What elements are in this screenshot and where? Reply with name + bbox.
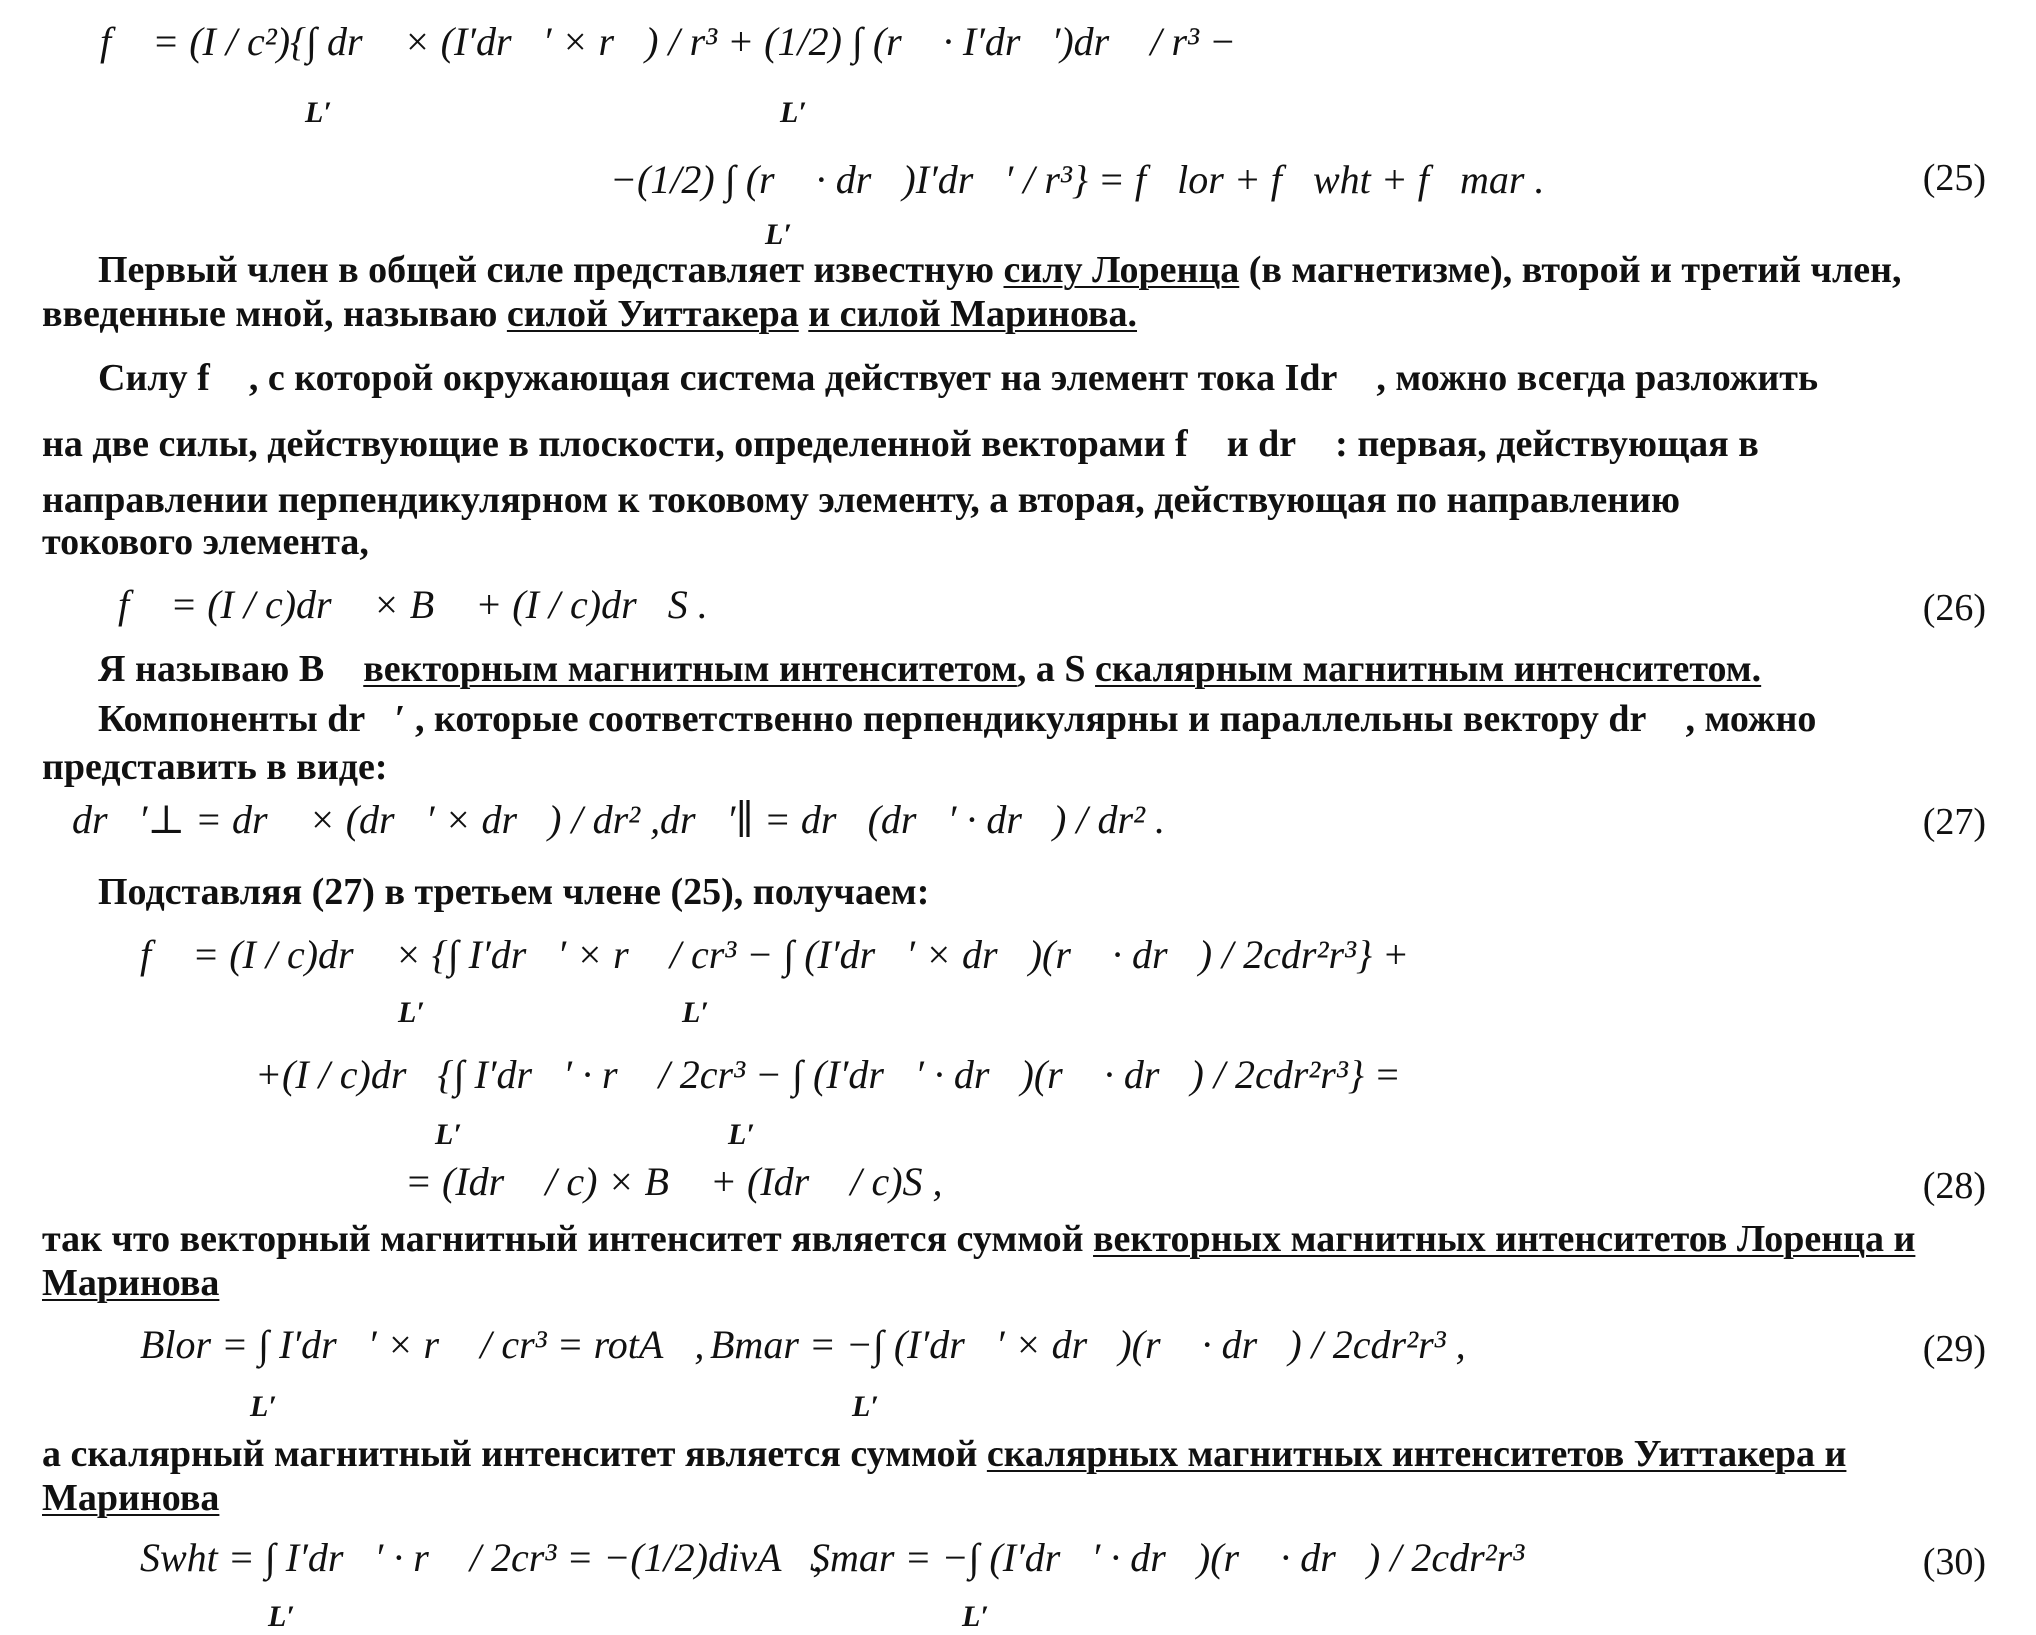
paragraph-4-line-1: Компоненты dr⃗′ , которые соответственно перпендикулярны и параллельны вектору dr⃗ , можно	[98, 698, 1817, 740]
underlined-term: скалярных магнитных интенситетов Уиттакера и Маринова	[42, 1433, 1847, 1519]
integral-limit: L′	[682, 996, 709, 1029]
equation-29-right: Bmar = −∫ (I′dr⃗′ × dr⃗)(r⃗ · dr⃗) / 2cdr²r³ ,	[710, 1322, 1466, 1367]
paragraph-2-line-2: на две силы, действующие в плоскости, определенной векторами f⃗ и dr⃗ : первая, действующая в	[42, 423, 1759, 465]
equation-26: f⃗ = (I / c)dr⃗ × B⃗ + (I / c)dr⃗S .	[118, 582, 708, 627]
text: (в магнетизме), второй и третий член, введенные мной, называю	[42, 249, 1902, 335]
equation-number-29: (29)	[1922, 1328, 1986, 1370]
integral-limit: L′	[852, 1390, 879, 1423]
text: Я называю B⃗	[98, 648, 364, 690]
underlined-term: силой Уиттакера	[506, 293, 799, 335]
equation-28-line-1: f⃗ = (I / c)dr⃗ × {∫ I′dr⃗′ × r⃗ / cr³ − ∫ (I′dr⃗′ × dr⃗)(r⃗ · dr⃗) / 2cdr²r³} +	[140, 932, 1410, 977]
equation-25-line-1: f⃗ = (I / c²){∫ dr⃗ × (I′dr⃗′ × r⃗) / r³ + (1/2) ∫ (r⃗ · I′dr⃗′)dr⃗ / r³ −	[100, 19, 1237, 64]
text: а скалярный магнитный интенситет является суммой	[42, 1433, 987, 1475]
paragraph-2-line-3: направлении перпендикулярном к токовому элементу, а вторая, действующая по направлению	[42, 479, 1681, 521]
paragraph-2-line-4: токового элемента,	[42, 521, 369, 563]
paragraph-1	[42, 248, 2012, 336]
underlined-term: и силой Маринова.	[808, 293, 1138, 335]
paragraph-4-line-2: представить в виде:	[42, 746, 388, 788]
underlined-term: векторным магнитным интенситетом	[363, 648, 1017, 690]
equation-number-27: (27)	[1922, 801, 1986, 843]
integral-limit: L′	[305, 96, 332, 129]
equation-number-25: (25)	[1922, 157, 1986, 199]
text: так что векторный магнитный интенситет является суммой	[42, 1218, 1094, 1260]
integral-limit: L′	[728, 1118, 755, 1151]
equation-28-line-3: = (Idr⃗ / c) × B⃗ + (Idr⃗ / c)S ,	[405, 1159, 943, 1204]
equation-number-26: (26)	[1922, 587, 1986, 629]
integral-limit: L′	[435, 1118, 462, 1151]
equation-25-line-2: −(1/2) ∫ (r⃗ · dr⃗)I′dr⃗′ / r³} = f⃗lor + f⃗wht + f⃗mar .	[610, 157, 1545, 202]
text: Первый член в общей силе представляет известную	[98, 249, 1004, 291]
equation-30-right: Smar = −∫ (I′dr⃗′ · dr⃗)(r⃗ · dr⃗) / 2cdr²r³	[810, 1535, 1525, 1580]
equation-29-left: Blor = ∫ I′dr⃗′ × r⃗ / cr³ = rotA⃗,	[140, 1322, 705, 1367]
underlined-term: силу Лоренца	[1003, 249, 1240, 291]
integral-limit: L′	[250, 1390, 277, 1423]
paragraph-7	[42, 1432, 2012, 1520]
paragraph-3	[98, 647, 1761, 691]
integral-limit: L′	[268, 1600, 295, 1633]
paragraph-2-line-1: Силу f⃗ , с которой окружающая система действует на элемент тока Idr⃗ , можно всегда разложить	[98, 357, 1819, 399]
integral-limit: L′	[765, 218, 792, 251]
equation-number-28: (28)	[1922, 1165, 1986, 1207]
paragraph-6	[42, 1217, 2012, 1305]
equation-28-line-2: +(I / c)dr⃗{∫ I′dr⃗′ · r⃗ / 2cr³ − ∫ (I′dr⃗′ · dr⃗)(r⃗ · dr⃗) / 2cdr²r³} =	[255, 1052, 1401, 1097]
equation-27-left: dr⃗′⊥ = dr⃗ × (dr⃗′ × dr⃗) / dr² ,	[72, 797, 661, 842]
integral-limit: L′	[962, 1600, 989, 1633]
text: , а S	[1016, 648, 1096, 690]
equation-number-30: (30)	[1922, 1541, 1986, 1583]
underlined-term: скалярным магнитным интенситетом.	[1095, 648, 1762, 690]
integral-limit: L′	[398, 996, 425, 1029]
equation-30-left: Swht = ∫ I′dr⃗′ · r⃗ / 2cr³ = −(1/2)divA⃗,	[140, 1535, 823, 1580]
underlined-term: векторных магнитных интенситетов Лоренца и Маринова	[42, 1218, 1916, 1304]
paragraph-5: Подставляя (27) в третьем члене (25), получаем:	[98, 871, 930, 913]
integral-limit: L′	[780, 96, 807, 129]
equation-27-right: dr⃗′∥ = dr⃗(dr⃗′ · dr⃗) / dr² .	[660, 797, 1165, 842]
